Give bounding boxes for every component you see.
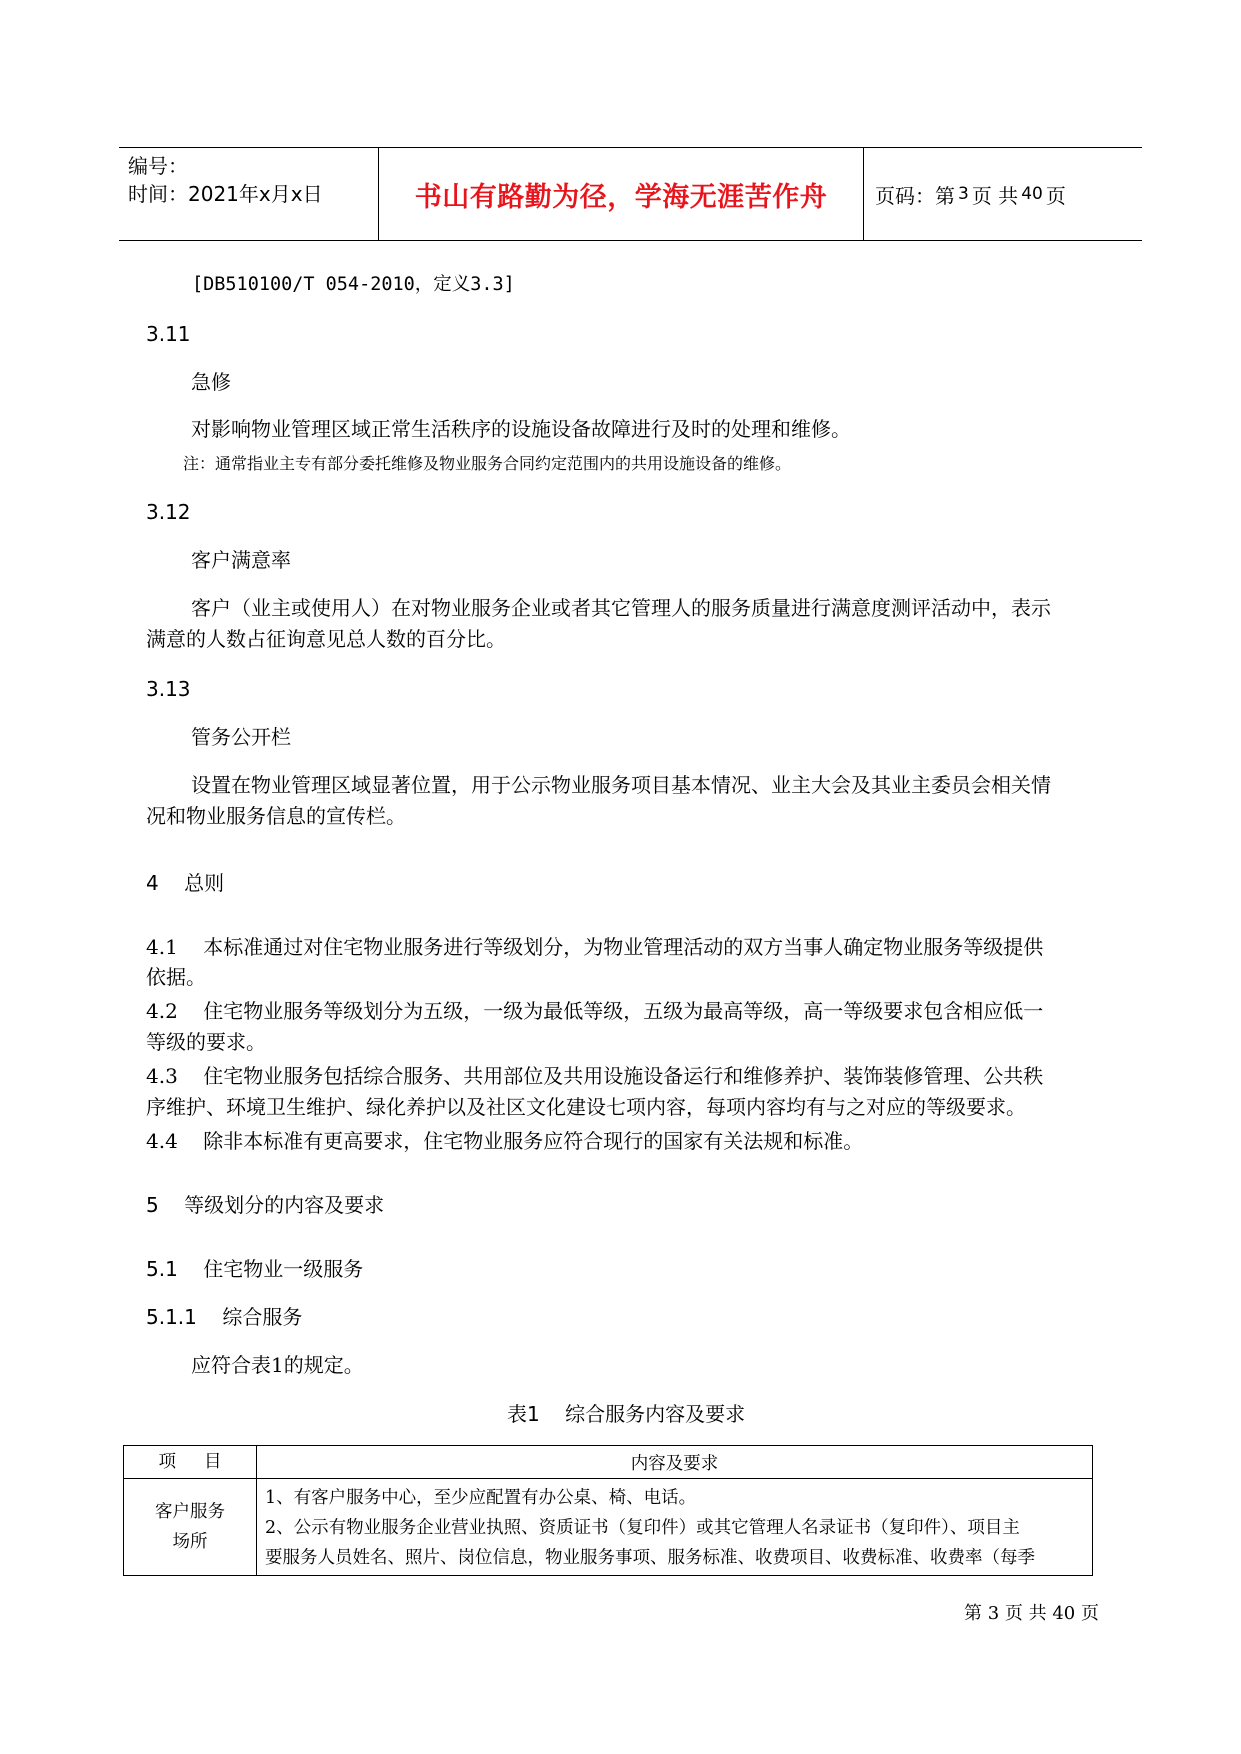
page-total: 40 xyxy=(1021,184,1043,204)
table-header-item-label: 项目 xyxy=(158,1452,250,1472)
table-header-content-label: 内容及要求 xyxy=(630,1453,719,1474)
definition-3-13-line-2: 况和物业服务信息的宣传栏。 xyxy=(146,804,406,828)
number-label: 编号： xyxy=(128,154,188,178)
row-item-line-1: 客户服务 xyxy=(155,1502,225,1522)
document-header xyxy=(119,147,1142,241)
clause-4-1-line-2: 依据。 xyxy=(146,965,206,989)
table-caption: 表1 综合服务内容及要求 xyxy=(507,1402,746,1426)
clause-4-3-line-1: 4.3 住宅物业服务包括综合服务、共用部位及共用设施设备运行和维修养护、装饰装修管理、公共秩 xyxy=(146,1064,1044,1088)
header-motto-cell xyxy=(379,148,864,240)
table-row xyxy=(124,1479,1093,1576)
time-label: 时间：2021年x月x日 xyxy=(128,182,323,206)
row-content-line-1: 1、有客户服务中心，至少应配置有办公桌、椅、电话。 xyxy=(265,1488,697,1508)
header-page-cell xyxy=(864,148,1142,240)
page-current: 3 xyxy=(958,184,969,204)
motto-text: 书山有路勤为径，学海无涯苦作舟 xyxy=(414,181,828,213)
clause-4-3-line-2: 序维护、环境卫生维护、绿化养护以及社区文化建设七项内容，每项内容均有与之对应的等级要求。 xyxy=(146,1095,1026,1119)
page-footer: 第 3 页 共 40 页 xyxy=(964,1603,1099,1624)
note-3-11: 注：通常指业主专有部分委托维修及物业服务合同约定范围内的共用设施设备的维修。 xyxy=(183,454,792,473)
table-header-row xyxy=(124,1446,1093,1479)
reference-line: [DB510100/T 054-2010，定义3.3] xyxy=(192,274,515,295)
definition-3-12-line-1: 客户（业主或使用人）在对物业服务企业或者其它管理人的服务质量进行满意度测评活动中，表示 xyxy=(191,596,1051,620)
page-prefix: 页码：第 xyxy=(875,183,955,208)
definition-3-11: 对影响物业管理区域正常生活秩序的设施设备故障进行及时的处理和维修。 xyxy=(191,417,851,441)
section-number-3-11: 3.11 xyxy=(146,322,191,346)
table-header-content xyxy=(257,1446,1093,1479)
header-info-cell xyxy=(119,148,379,240)
service-requirements-table xyxy=(123,1445,1093,1576)
section-5-1-title: 5.1 住宅物业一级服务 xyxy=(146,1257,364,1281)
term-3-13: 管务公开栏 xyxy=(191,725,291,749)
section-number-3-12: 3.12 xyxy=(146,500,191,524)
table-cell-content xyxy=(257,1479,1093,1576)
row-item-line-2: 场所 xyxy=(172,1532,208,1552)
row-content-line-3: 要服务人员姓名、照片、岗位信息，物业服务事项、服务标准、收费项目、收费标准、收费率（每季 xyxy=(265,1548,1035,1568)
section-number-3-13: 3.13 xyxy=(146,677,191,701)
clause-4-2-line-2: 等级的要求。 xyxy=(146,1030,266,1054)
clause-4-2-line-1: 4.2 住宅物业服务等级划分为五级，一级为最低等级，五级为最高等级，高一等级要求包含相应低一 xyxy=(146,999,1044,1023)
page-suffix: 页 xyxy=(1045,183,1066,208)
table-header-item xyxy=(124,1446,257,1479)
term-3-12: 客户满意率 xyxy=(191,548,291,572)
clause-4-4: 4.4 除非本标准有更高要求，住宅物业服务应符合现行的国家有关法规和标准。 xyxy=(146,1129,864,1153)
section-5-1-1-text: 应符合表1的规定。 xyxy=(191,1353,364,1377)
table-cell-item xyxy=(124,1479,257,1576)
term-3-11: 急修 xyxy=(191,370,231,394)
section-5-1-1-title: 5.1.1 综合服务 xyxy=(146,1305,303,1329)
clause-4-1-line-1: 4.1 本标准通过对住宅物业服务进行等级划分，为物业管理活动的双方当事人确定物业服务等级提供 xyxy=(146,935,1044,959)
section-5-title: 5 等级划分的内容及要求 xyxy=(146,1193,385,1217)
page-mid: 页 共 xyxy=(971,183,1019,208)
section-4-title: 4 总则 xyxy=(146,871,225,895)
row-content-line-2: 2、公示有物业服务企业营业执照、资质证书（复印件）或其它管理人名录证书（复印件）、项目主 xyxy=(265,1518,1020,1538)
definition-3-12-line-2: 满意的人数占征询意见总人数的百分比。 xyxy=(146,627,506,651)
definition-3-13-line-1: 设置在物业管理区域显著位置，用于公示物业服务项目基本情况、业主大会及其业主委员会相关情 xyxy=(191,773,1051,797)
